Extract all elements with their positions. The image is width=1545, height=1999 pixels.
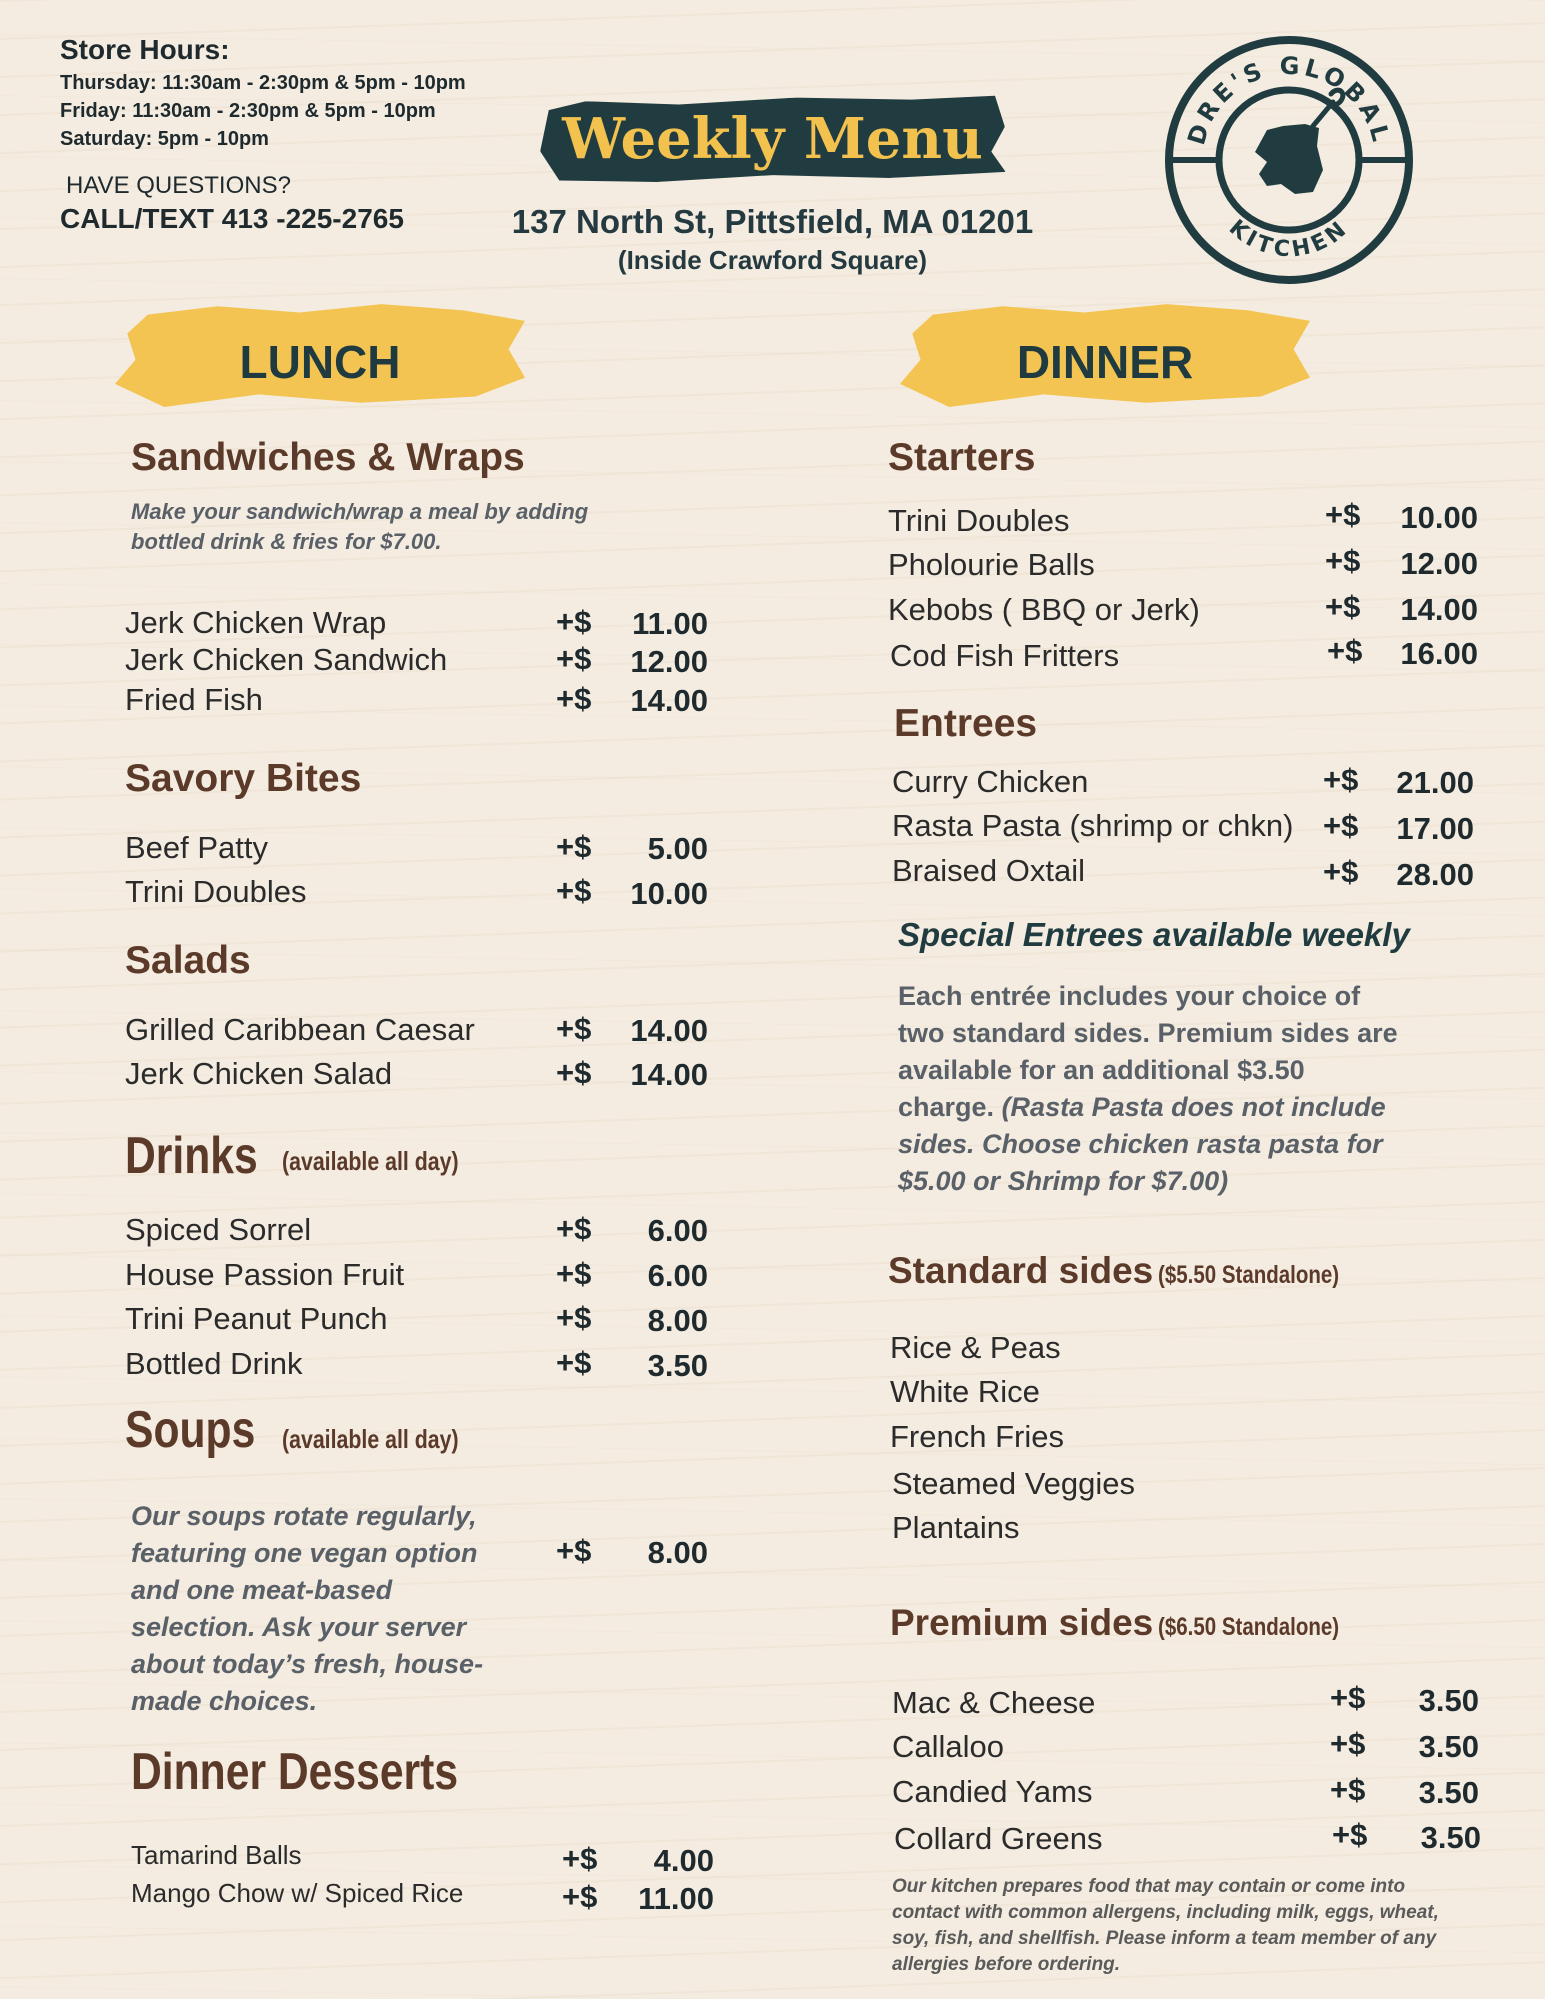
standard-sides-note: ($5.50 Standalone) xyxy=(1157,1261,1339,1289)
menu-item-name: Rasta Pasta (shrimp or chkn) xyxy=(892,808,1294,843)
menu-item-name: Spiced Sorrel xyxy=(125,1212,312,1247)
entrees-heading: Entrees xyxy=(894,702,1038,745)
menu-item-name: Collard Greens xyxy=(894,1821,1103,1856)
menu-item-name: Cod Fish Fritters xyxy=(890,638,1120,673)
menu-item-name: Kebobs ( BBQ or Jerk) xyxy=(888,592,1200,627)
price-prefix: +$ xyxy=(556,873,592,908)
phone-number[interactable]: CALL/TEXT 413 -225-2765 xyxy=(60,203,404,234)
soups-heading: Soups xyxy=(125,1401,256,1459)
premium-sides-heading: Premium sides xyxy=(890,1602,1154,1643)
allergen-line: allergies before ordering. xyxy=(892,1954,1121,1975)
menu-item-name: House Passion Fruit xyxy=(125,1257,405,1292)
questions-label: HAVE QUESTIONS? xyxy=(66,172,291,199)
price-prefix: +$ xyxy=(1330,1680,1366,1715)
menu-item-price: 10.00 xyxy=(630,876,708,911)
price-prefix: +$ xyxy=(556,1011,592,1046)
entree-note xyxy=(898,978,1458,1200)
side-item: Steamed Veggies xyxy=(892,1466,1136,1501)
price-prefix: +$ xyxy=(1332,1817,1368,1852)
soups-line: Our soups rotate regularly, xyxy=(131,1501,477,1531)
sandwiches-note-1: Make your sandwich/wrap a meal by adding xyxy=(131,499,589,524)
premium-sides-note: ($6.50 Standalone) xyxy=(1157,1613,1339,1641)
menu-item-name: Pholourie Balls xyxy=(888,547,1095,582)
price-prefix: +$ xyxy=(556,1055,592,1090)
menu-item-name: Jerk Chicken Salad xyxy=(125,1056,393,1091)
price-prefix: +$ xyxy=(1330,1726,1366,1761)
side-item: Plantains xyxy=(892,1510,1020,1545)
price-prefix: +$ xyxy=(562,1879,598,1914)
side-item: French Fries xyxy=(890,1419,1064,1454)
soups-line: about today’s fresh, house- xyxy=(131,1649,484,1679)
menu-item-name: Trini Doubles xyxy=(125,874,307,909)
price-prefix: +$ xyxy=(1325,543,1361,578)
price-prefix: +$ xyxy=(556,1211,592,1246)
entree-note-line: two standard sides. Premium sides are xyxy=(898,1018,1398,1048)
menu-item-price: 3.50 xyxy=(1418,1775,1479,1810)
menu-item-price: 6.00 xyxy=(647,1258,708,1293)
menu-item-name: Bottled Drink xyxy=(125,1346,303,1381)
menu-item-name: Jerk Chicken Wrap xyxy=(125,605,387,640)
price-prefix: +$ xyxy=(556,1300,592,1335)
allergen-line: soy, fish, and shellfish. Please inform a team member of any xyxy=(892,1928,1437,1949)
menu-item-name: Jerk Chicken Sandwich xyxy=(125,642,448,677)
menu-item-price: 12.00 xyxy=(630,644,708,679)
menu-item-name: Beef Patty xyxy=(125,830,269,865)
price-prefix: +$ xyxy=(556,641,592,676)
hours-thursday: Thursday: 11:30am - 2:30pm & 5pm - 10pm xyxy=(60,72,466,94)
starters-heading: Starters xyxy=(888,436,1036,479)
price-prefix: +$ xyxy=(1323,854,1359,889)
price-prefix: +$ xyxy=(556,681,592,716)
menu-item-price: 4.00 xyxy=(653,1843,714,1878)
entree-note-italic: (Rasta Pasta does not include xyxy=(1001,1092,1386,1122)
premium-sides-header xyxy=(890,1602,1379,1644)
menu-item-name: Braised Oxtail xyxy=(892,853,1085,888)
menu-item-price: 28.00 xyxy=(1396,857,1474,892)
menu-item-name: Grilled Caribbean Caesar xyxy=(125,1012,475,1047)
price-prefix: +$ xyxy=(1323,762,1359,797)
menu-item-price: 16.00 xyxy=(1400,636,1478,671)
menu-item-name: Callaloo xyxy=(892,1729,1005,1764)
menu-item-price: 3.50 xyxy=(1418,1729,1479,1764)
allergen-line: contact with common allergens, including milk, eggs, wheat, xyxy=(892,1902,1439,1923)
menu-item-price: 6.00 xyxy=(647,1213,708,1248)
hours-friday: Friday: 11:30am - 2:30pm & 5pm - 10pm xyxy=(60,100,436,122)
price-prefix: +$ xyxy=(556,604,592,639)
menu-item-name: Fried Fish xyxy=(125,682,263,717)
soups-availability: (available all day) xyxy=(282,1424,459,1454)
entree-note-line: charge. xyxy=(898,1092,995,1122)
price-prefix: +$ xyxy=(556,1256,592,1291)
soups-description xyxy=(131,1498,483,1720)
salads-heading: Salads xyxy=(125,939,251,982)
menu-item-name: Candied Yams xyxy=(892,1774,1093,1809)
special-entrees: Special Entrees available weekly xyxy=(898,916,1410,953)
soups-line: selection. Ask your server xyxy=(131,1612,467,1642)
savory-heading: Savory Bites xyxy=(125,757,362,800)
desserts-heading: Dinner Desserts xyxy=(131,1743,459,1801)
allergen-line: Our kitchen prepares food that may contain or come into xyxy=(892,1876,1406,1897)
menu-item-price: 3.50 xyxy=(647,1348,708,1383)
menu-item-price: 11.00 xyxy=(638,1881,714,1916)
price-prefix: +$ xyxy=(1325,589,1361,624)
standard-sides-header xyxy=(888,1250,1379,1292)
menu-item-price: 12.00 xyxy=(1400,546,1478,581)
sandwiches-heading: Sandwiches & Wraps xyxy=(131,436,525,479)
menu-item-price: 14.00 xyxy=(630,1057,708,1092)
menu-item-name: Trini Doubles xyxy=(888,503,1070,538)
entree-note-italic: sides. Choose chicken rasta pasta for xyxy=(898,1129,1383,1159)
drinks-heading: Drinks xyxy=(125,1127,258,1185)
menu-item-price: 3.50 xyxy=(1418,1683,1479,1718)
logo-bottom-text: KITCHEN xyxy=(1224,215,1354,263)
menu-item-price: 14.00 xyxy=(630,1013,708,1048)
page-title: Weekly Menu xyxy=(562,106,983,172)
kitchen-logo xyxy=(1163,34,1415,286)
entree-note-italic: $5.00 or Shrimp for $7.00) xyxy=(898,1166,1229,1196)
svg-text:KITCHEN xyxy=(1224,215,1354,262)
side-item: White Rice xyxy=(890,1374,1040,1409)
price-prefix: +$ xyxy=(1323,808,1359,843)
menu-item-price: 11.00 xyxy=(632,606,708,641)
side-item: Rice & Peas xyxy=(890,1330,1061,1365)
entree-note-line: Each entrée includes your choice of xyxy=(898,981,1361,1011)
sandwiches-note-2: bottled drink & fries for $7.00. xyxy=(131,529,442,554)
hours-saturday: Saturday: 5pm - 10pm xyxy=(60,128,269,150)
menu-item-name: Tamarind Balls xyxy=(131,1840,302,1870)
standard-sides-heading: Standard sides xyxy=(888,1250,1154,1291)
price-prefix: +$ xyxy=(1327,633,1363,668)
menu-item-name: Curry Chicken xyxy=(892,764,1089,799)
drinks-availability: (available all day) xyxy=(282,1146,459,1176)
address: 137 North St, Pittsfield, MA 01201 xyxy=(511,203,1034,240)
price-prefix: +$ xyxy=(562,1841,598,1876)
logo-top-text: DRE'S GLOBAL xyxy=(1182,51,1396,149)
price-prefix: +$ xyxy=(556,1533,592,1568)
menu-item-price: 21.00 xyxy=(1396,765,1474,800)
menu-item-name: Mango Chow w/ Spiced Rice xyxy=(131,1878,464,1908)
menu-item-price: 3.50 xyxy=(1420,1820,1481,1855)
store-hours-title: Store Hours: xyxy=(60,34,230,65)
menu-item-price: 10.00 xyxy=(1400,500,1478,535)
allergen-notice xyxy=(892,1874,1492,1978)
price-prefix: +$ xyxy=(1330,1772,1366,1807)
menu-item-price: 8.00 xyxy=(647,1303,708,1338)
address-note: (Inside Crawford Square) xyxy=(617,245,928,275)
menu-item-price: 14.00 xyxy=(1400,592,1478,627)
soups-price: 8.00 xyxy=(647,1535,708,1570)
menu-item-price: 5.00 xyxy=(647,831,708,866)
lunch-banner: LUNCH xyxy=(239,336,401,388)
soups-line: and one meat-based xyxy=(131,1575,393,1605)
soups-line: made choices. xyxy=(131,1686,318,1716)
price-prefix: +$ xyxy=(556,829,592,864)
price-prefix: +$ xyxy=(1325,497,1361,532)
island-icon xyxy=(1255,124,1323,194)
menu-item-name: Trini Peanut Punch xyxy=(125,1301,388,1336)
dinner-banner: DINNER xyxy=(1016,336,1194,388)
menu-item-price: 17.00 xyxy=(1396,811,1474,846)
entree-note-line: available for an additional $3.50 xyxy=(898,1055,1305,1085)
soups-line: featuring one vegan option xyxy=(131,1538,478,1568)
menu-item-price: 14.00 xyxy=(630,683,708,718)
menu-item-name: Mac & Cheese xyxy=(892,1685,1096,1720)
price-prefix: +$ xyxy=(556,1345,592,1380)
